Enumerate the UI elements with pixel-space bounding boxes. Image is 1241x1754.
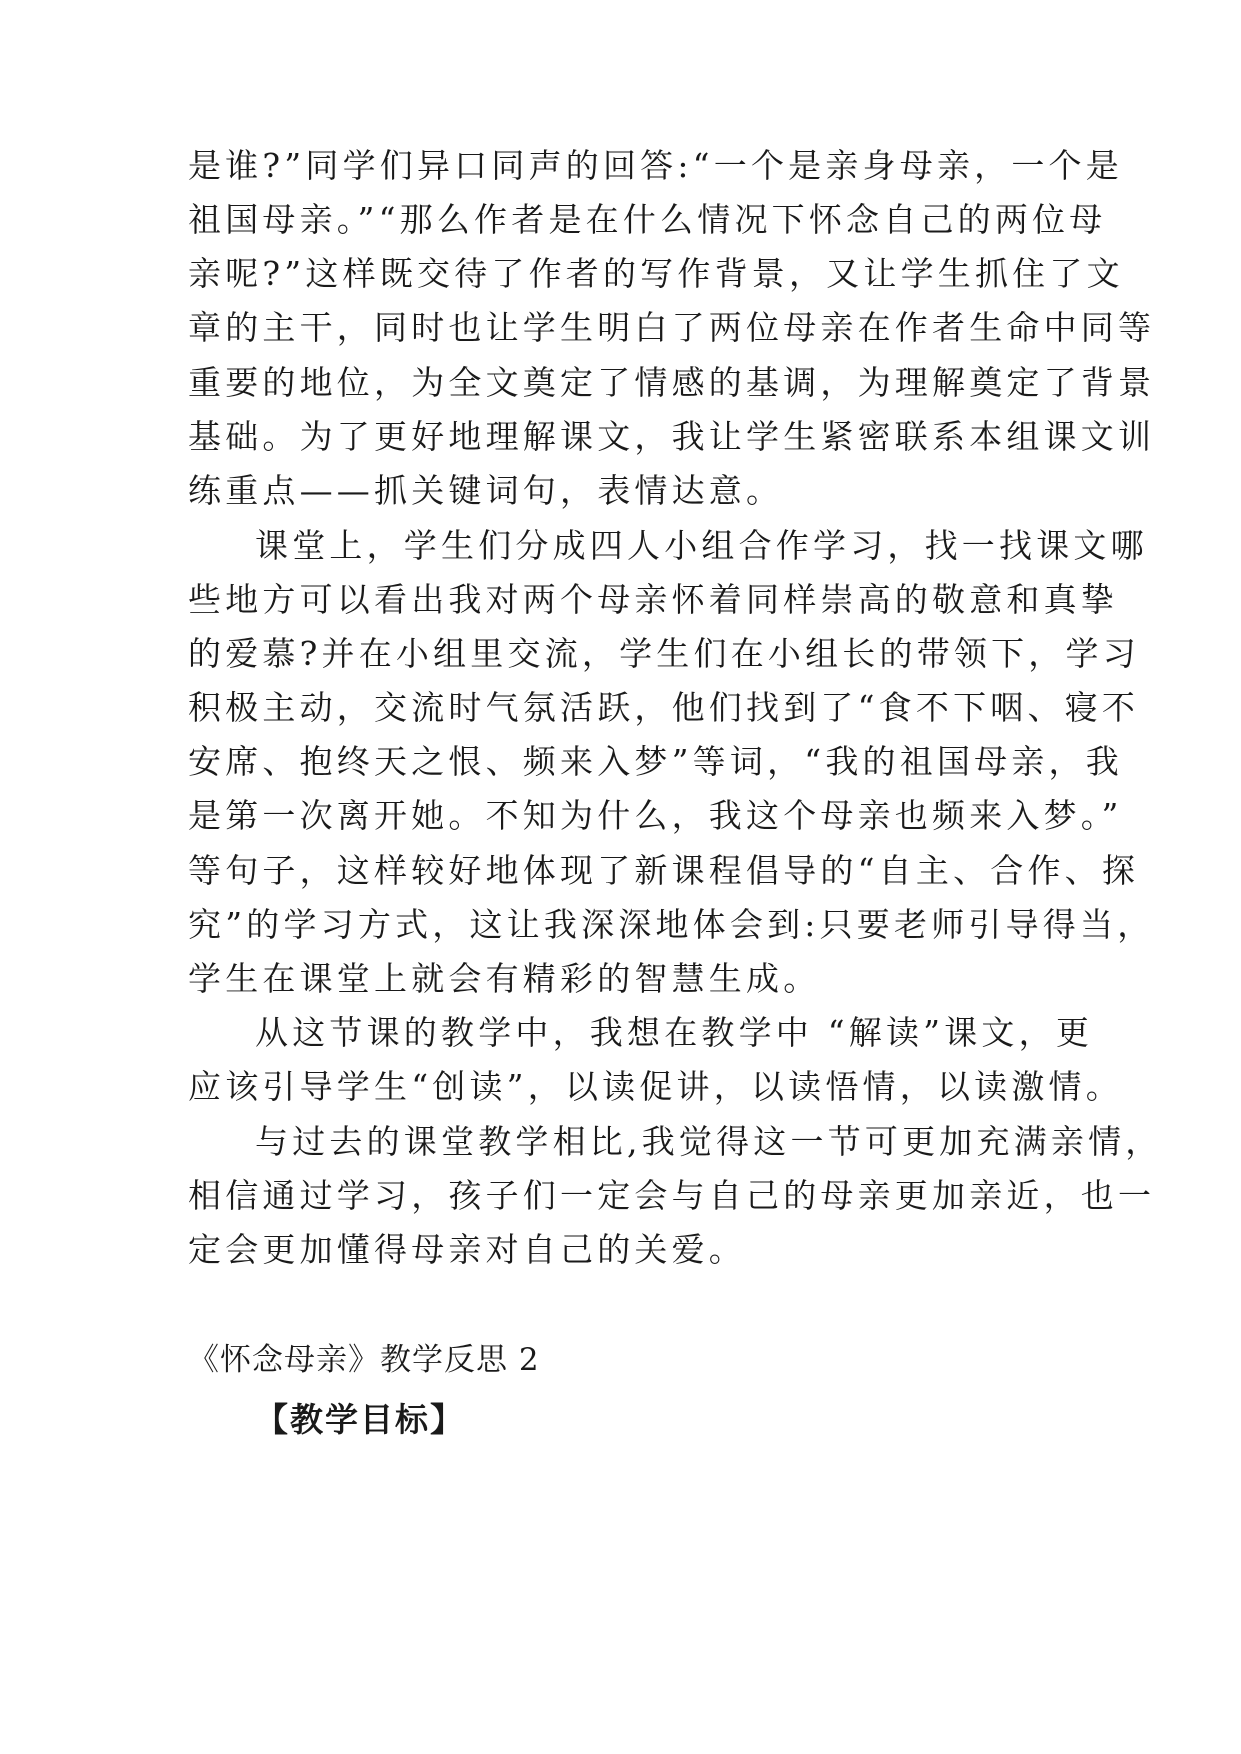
paragraph-1-line-1: 是谁?”同学们异口同声的回答:“一个是亲身母亲，一个是 (188, 146, 1123, 185)
paragraph-4-line-3: 定会更加懂得母亲对自己的关爱。 (188, 1230, 746, 1269)
paragraph-4-line-1: 与过去的课堂教学相比,我觉得这一节可更加充满亲情， (255, 1122, 1163, 1161)
paragraph-1-line-7: 练重点——抓关键词句，表情达意。 (188, 471, 784, 510)
paragraph-2-line-1: 课堂上，学生们分成四人小组合作学习，找一找课文哪 (255, 526, 1148, 565)
paragraph-2-line-4: 积极主动，交流时气氛活跃，他们找到了“食不下咽、寝不 (188, 688, 1140, 727)
paragraph-1-line-2: 祖国母亲。”“那么作者是在什么情况下怀念自己的两位母 (188, 200, 1107, 239)
paragraph-2-line-9: 学生在课堂上就会有精彩的智慧生成。 (188, 959, 821, 998)
paragraph-2-line-2: 些地方可以看出我对两个母亲怀着同样崇高的敬意和真挚 (188, 580, 1118, 619)
section-subtitle: 【教学目标】 (255, 1400, 465, 1439)
paragraph-1-line-4: 章的主干，同时也让学生明白了两位母亲在作者生命中同等 (188, 308, 1156, 347)
paragraph-2-line-8: 究”的学习方式，这让我深深地体会到:只要老师引导得当， (188, 905, 1155, 944)
paragraph-1-line-6: 基础。为了更好地理解课文，我让学生紧密联系本组课文训 (188, 417, 1156, 456)
paragraph-2-line-5: 安席、抱终天之恨、频来入梦”等词，“我的祖国母亲，我 (188, 742, 1123, 781)
paragraph-3-line-1: 从这节课的教学中，我想在教学中 “解读”课文，更 (255, 1013, 1094, 1052)
paragraph-2-line-7: 等句子，这样较好地体现了新课程倡导的“自主、合作、探 (188, 851, 1140, 890)
section-title: 《怀念母亲》教学反思 2 (188, 1342, 540, 1378)
paragraph-2-line-3: 的爱慕?并在小组里交流，学生们在小组长的带领下，学习 (188, 634, 1140, 673)
paragraph-4-line-2: 相信通过学习，孩子们一定会与自己的母亲更加亲近，也一 (188, 1176, 1156, 1215)
paragraph-2-line-6: 是第一次离开她。不知为什么，我这个母亲也频来入梦。” (188, 796, 1123, 835)
paragraph-1-line-5: 重要的地位，为全文奠定了情感的基调，为理解奠定了背景 (188, 363, 1156, 402)
paragraph-3-line-2: 应该引导学生“创读”，以读促讲，以读悟情，以读激情。 (188, 1067, 1123, 1106)
paragraph-1-line-3: 亲呢?”这样既交待了作者的写作背景，又让学生抓住了文 (188, 254, 1124, 293)
